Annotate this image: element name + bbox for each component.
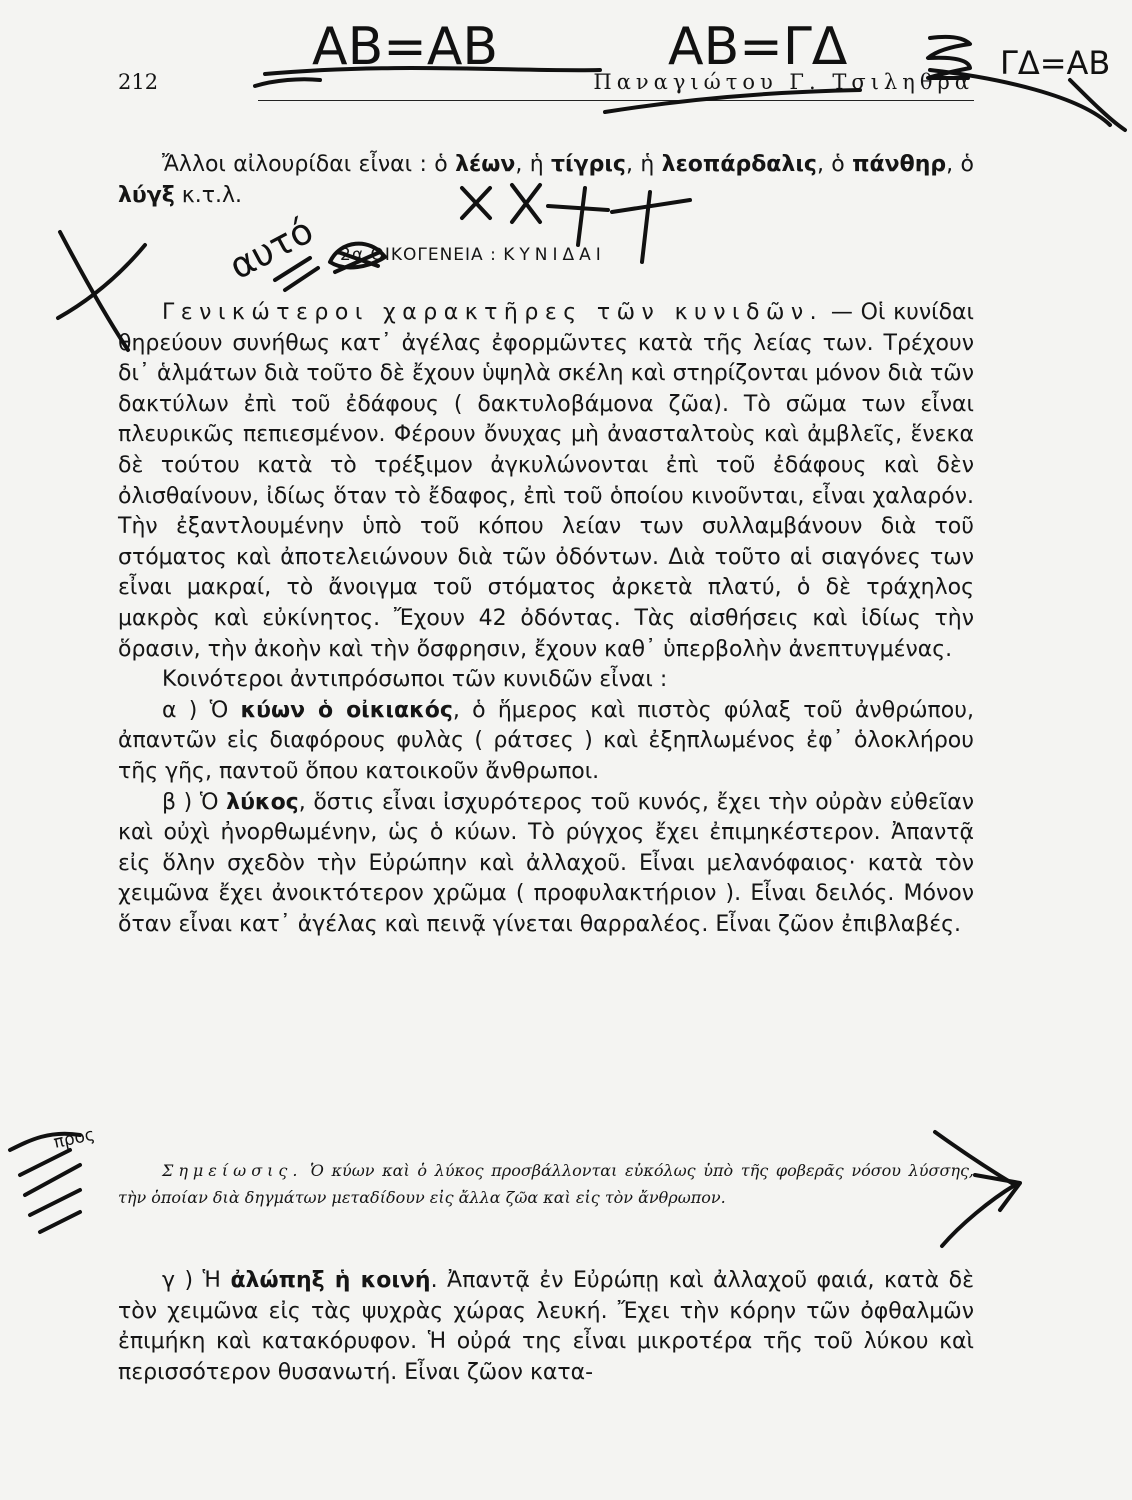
term-leopardalis: λεοπάρδαλις: [661, 152, 817, 177]
family-title: ΚΥΝΙΔΑΙ: [503, 245, 606, 265]
main-section: [118, 298, 974, 940]
term-fox: ἀλώπηξ ἡ κοινή: [230, 1268, 431, 1293]
item-wolf: [118, 788, 974, 941]
item-marker: β ) Ὁ: [162, 789, 227, 815]
right-arrow-mark: [975, 1175, 1020, 1210]
hand-stroke: [275, 258, 318, 290]
handwriting-pros: προς: [51, 1124, 97, 1153]
header-rule: [258, 100, 974, 101]
handwriting-gd-eq-ab: ΓΔ=ΑΒ: [1000, 44, 1111, 82]
general-characteristics-paragraph: [118, 298, 974, 665]
handwriting-ab-eq-ab: ΑΒ=ΑΒ: [312, 17, 499, 77]
note-label: Σημείωσις.: [162, 1161, 303, 1180]
intro-paragraph: [118, 150, 974, 211]
page-number: 212: [118, 70, 159, 94]
term-wolf: λύκος: [226, 789, 299, 815]
intro-text: , ἡ: [515, 152, 552, 177]
item-marker: α ) Ὁ: [162, 697, 241, 723]
paragraph-text: — Οἱ κυνίδαι θηρεύουν συνήθως κατ᾿ ἀγέλας ἐφορμῶντες κατὰ τῆς λείας των. Τρέχουν δι᾿ ἁλμάτων διὰ τοῦτο δὲ ἔχουν ὑψηλὰ σκέλη καὶ στηρίζονται μόνον διὰ τῶν δακτύλων ἐπὶ τοῦ ἐδάφους ( δακτυλοβάμονα ζῶα). Τὸ σῶμα των εἶναι πλευρικῶς πεπιεσμένον. Φέρουν ὄνυχας μὴ ἀνασταλτοὺς καὶ ἀμβλεῖς, ἕνεκα δὲ τούτου κατὰ τὸ τρέξιμον ἀγκυλώνονται ἐπὶ τοῦ ἐδάφους καὶ δὲν ὀλισθαίνουν, ἰδίως ὅταν τὸ ἔδαφος, ἐπὶ τοῦ ὁποίου κινοῦνται, εἶναι χαλαρόν. Τὴν ἐξαντλουμένην ὑπὸ τοῦ κόπου λείαν των συλλαμβάνουν διὰ τοῦ στόματος καὶ ἀποτελειώνουν διὰ τῶν ὀδόντων. Διὰ τοῦτο αἱ σιαγόνες των εἶναι μακραί, τὸ ἄνοιγμα τοῦ στόματος ἀρκετὰ πλατύ, ὁ δὲ τράχηλος μακρὸς καὶ εὐκίνητος. Ἔχουν 42 ὀδόντας. Τὰς αἰσθήσεις καὶ ἰδίως τὴν ὅρασιν, τὴν ἀκοὴν καὶ τὴν ὄσφρησιν, ἔχουν καθ᾿ ὑπερβολὴν ἀνεπτυγμένας.: [118, 300, 975, 662]
intro-text: , ὁ: [946, 152, 974, 177]
item-text: . Ἀπαντᾷ ἐν Εὐρώπῃ καὶ ἀλλαχοῦ φαιά, κατὰ δὲ τὸν χειμῶνα εἰς τὰς ψυχρὰς χώρας λευκή. Ἔχει τὴν κόρην τῶν ὀφθαλμῶν ἐπιμήκη καὶ κατακόρυφον. Ἡ οὐρά της εἶναι μικροτέρα τῆς τοῦ λύκου καὶ περισσότερον θυσανωτή. Εἶναι ζῶον κατα-: [118, 1268, 975, 1385]
term-dog: κύων ὁ οἰκιακός: [240, 697, 453, 723]
item-fox: [118, 1266, 974, 1388]
footnote: [118, 1157, 974, 1211]
term-leon: λέων: [455, 152, 516, 177]
family-label: ΟΙΚΟΓΕΝΕΙΑ :: [370, 245, 497, 265]
item-text: , ὅστις εἶναι ἰσχυρότερος τοῦ κυνός, ἔχει τὴν οὐρὰν εὐθεῖαν καὶ οὐχὶ ἠνορθωμένην, ὡς ὁ κύων. Τὸ ρύγχος ἔχει ἐπιμηκέστερον. Ἀπαντᾷ εἰς ὅλην σχεδὸν τὴν Εὐρώπην καὶ ἀλλαχοῦ. Εἶναι μελανόφαιος· κατὰ τὸν χειμῶνα ἔχει ἀνοικτότερον χρῶμα ( προφυλακτήριον ). Εἶναι δειλός. Μόνον ὅταν εἶναι κατ᾿ ἀγέλας καὶ πεινᾷ γίνεται θαρραλέος. Εἶναι ζῶον ἐπιβλαβές.: [118, 789, 974, 937]
note-text: Ὁ κύων καὶ ὁ λύκος προσβάλλονται εὐκόλως ὑπὸ τῆς φοβερᾶς νόσου λύσσης, τὴν ὁποίαν διὰ δηγμάτων μεταδίδουν εἰς ἄλλα ζῶα καὶ εἰς τὸν ἄνθρωπον.: [118, 1161, 974, 1207]
handwriting-ab-eq-gd: ΑΒ=ΓΔ: [668, 17, 848, 77]
item-text: , ὁ ἥμερος καὶ πιστὸς φύλαξ τοῦ ἀνθρώπου, ἀπαντῶν εἰς διαφόρους φυλὰς ( ράτσες ) καὶ ἐξηπλωμένος ἐφ᾿ ὁλοκλήρου τῆς γῆς, παντοῦ ὅπου κατοικοῦν ἄνθρωποι.: [118, 697, 974, 784]
item-marker: γ ) Ἡ: [162, 1268, 231, 1293]
intro-text: , ἡ: [625, 152, 662, 177]
family-number: 2α: [340, 245, 365, 265]
intro-text: κ.τ.λ.: [174, 182, 242, 208]
intro-text: , ὁ: [816, 152, 853, 177]
term-lynx: λύγξ: [118, 182, 175, 208]
running-title: Παναγιώτου Γ. Τσιληθρα: [593, 70, 974, 94]
page-header: [118, 70, 974, 102]
term-tigris: τίγρις: [551, 152, 626, 177]
term-panther: πάνθηρ: [852, 152, 947, 177]
family-heading: [340, 245, 606, 265]
handwriting-auto: αυτό: [222, 210, 321, 288]
section-lead: Γενικώτεροι χαρακτῆρες τῶν κυνιδῶν.: [162, 300, 824, 325]
intro-text: Ἄλλοι αἰλουρίδαι εἶναι : ὁ: [162, 152, 456, 177]
representatives-intro: Κοινότεροι ἀντιπρόσωποι τῶν κυνιδῶν εἶναι :: [162, 667, 668, 693]
fox-section: [118, 1266, 974, 1388]
scribble-mark: [10, 1134, 80, 1232]
item-dog: [118, 696, 974, 788]
hand-stroke: [1070, 80, 1125, 130]
